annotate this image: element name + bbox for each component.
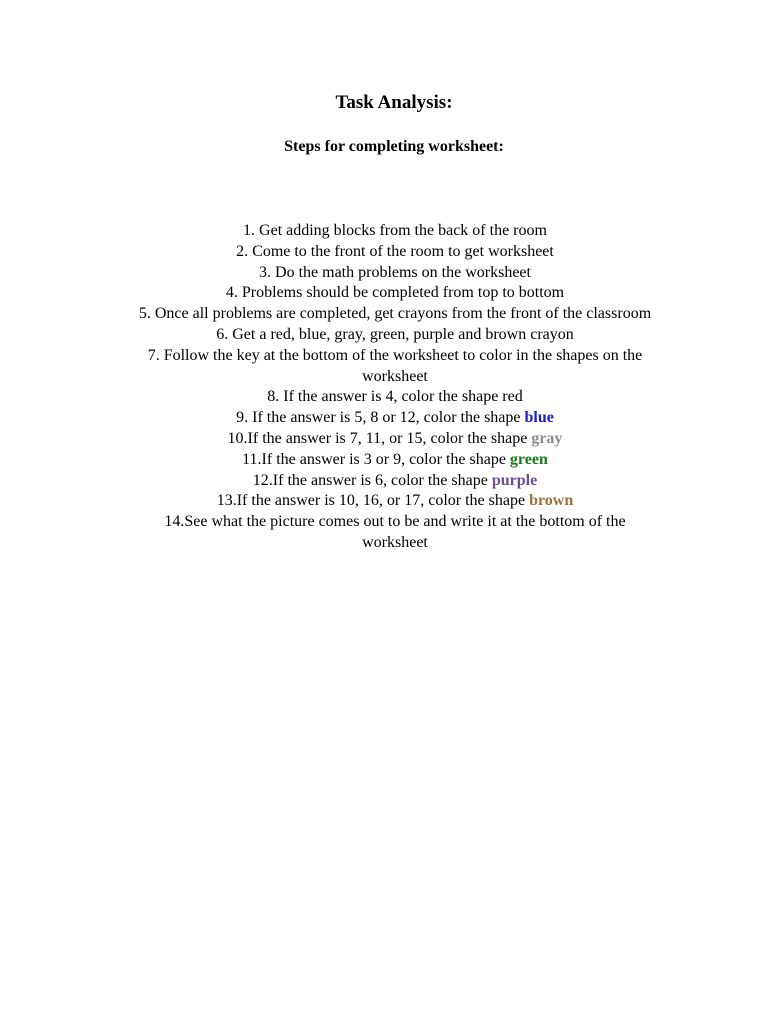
step-item — [135, 450, 655, 471]
step-text: 13.If the answer is 10, 16, or 17, color the shape — [216, 492, 530, 510]
color-word-brown: brown — [529, 492, 574, 510]
color-word-green: green — [509, 450, 548, 468]
step-text: 14.See what the picture comes out to be and write it at the bottom of the worksheet — [164, 513, 626, 551]
step-item — [135, 512, 655, 554]
color-word-gray: gray — [531, 429, 563, 447]
step-item — [135, 242, 655, 263]
step-text: 11.If the answer is 3 or 9, color the shape — [242, 450, 510, 468]
step-item — [135, 346, 655, 388]
step-text: 12.If the answer is 6, color the shape — [252, 471, 492, 489]
step-item — [135, 491, 655, 512]
step-item — [135, 471, 655, 492]
document-subtitle: Steps for completing worksheet: — [284, 138, 504, 155]
color-word-purple: purple — [491, 471, 538, 489]
document-title: Task Analysis: — [335, 92, 453, 113]
step-item — [135, 304, 655, 325]
step-item — [135, 429, 655, 450]
step-text: 7. Follow the key at the bottom of the worksheet to color in the shapes on the worksheet — [147, 346, 643, 385]
step-item — [135, 387, 655, 408]
step-item — [135, 263, 655, 284]
color-word-blue: blue — [524, 409, 554, 427]
step-text: 10.If the answer is 7, 11, or 15, color the shape — [227, 429, 532, 447]
steps-list — [135, 221, 655, 554]
step-item — [135, 325, 655, 346]
step-item — [135, 221, 655, 242]
step-text: 1. Get adding blocks from the back of the room — [243, 222, 547, 239]
step-text: 5. Once all problems are completed, get crayons from the front of the classroom — [138, 305, 652, 323]
step-item — [135, 283, 655, 304]
step-text: 9. If the answer is 5, 8 or 12, color the shape — [236, 409, 525, 427]
step-item — [135, 408, 655, 429]
step-text: 4. Problems should be completed from top to bottom — [225, 284, 565, 302]
step-text: 3. Do the math problems on the worksheet — [259, 263, 531, 281]
step-text: 6. Get a red, blue, gray, green, purple and brown crayon — [216, 325, 574, 343]
step-text: 2. Come to the front of the room to get worksheet — [236, 242, 554, 260]
step-text: 8. If the answer is 4, color the shape red — [267, 388, 523, 406]
